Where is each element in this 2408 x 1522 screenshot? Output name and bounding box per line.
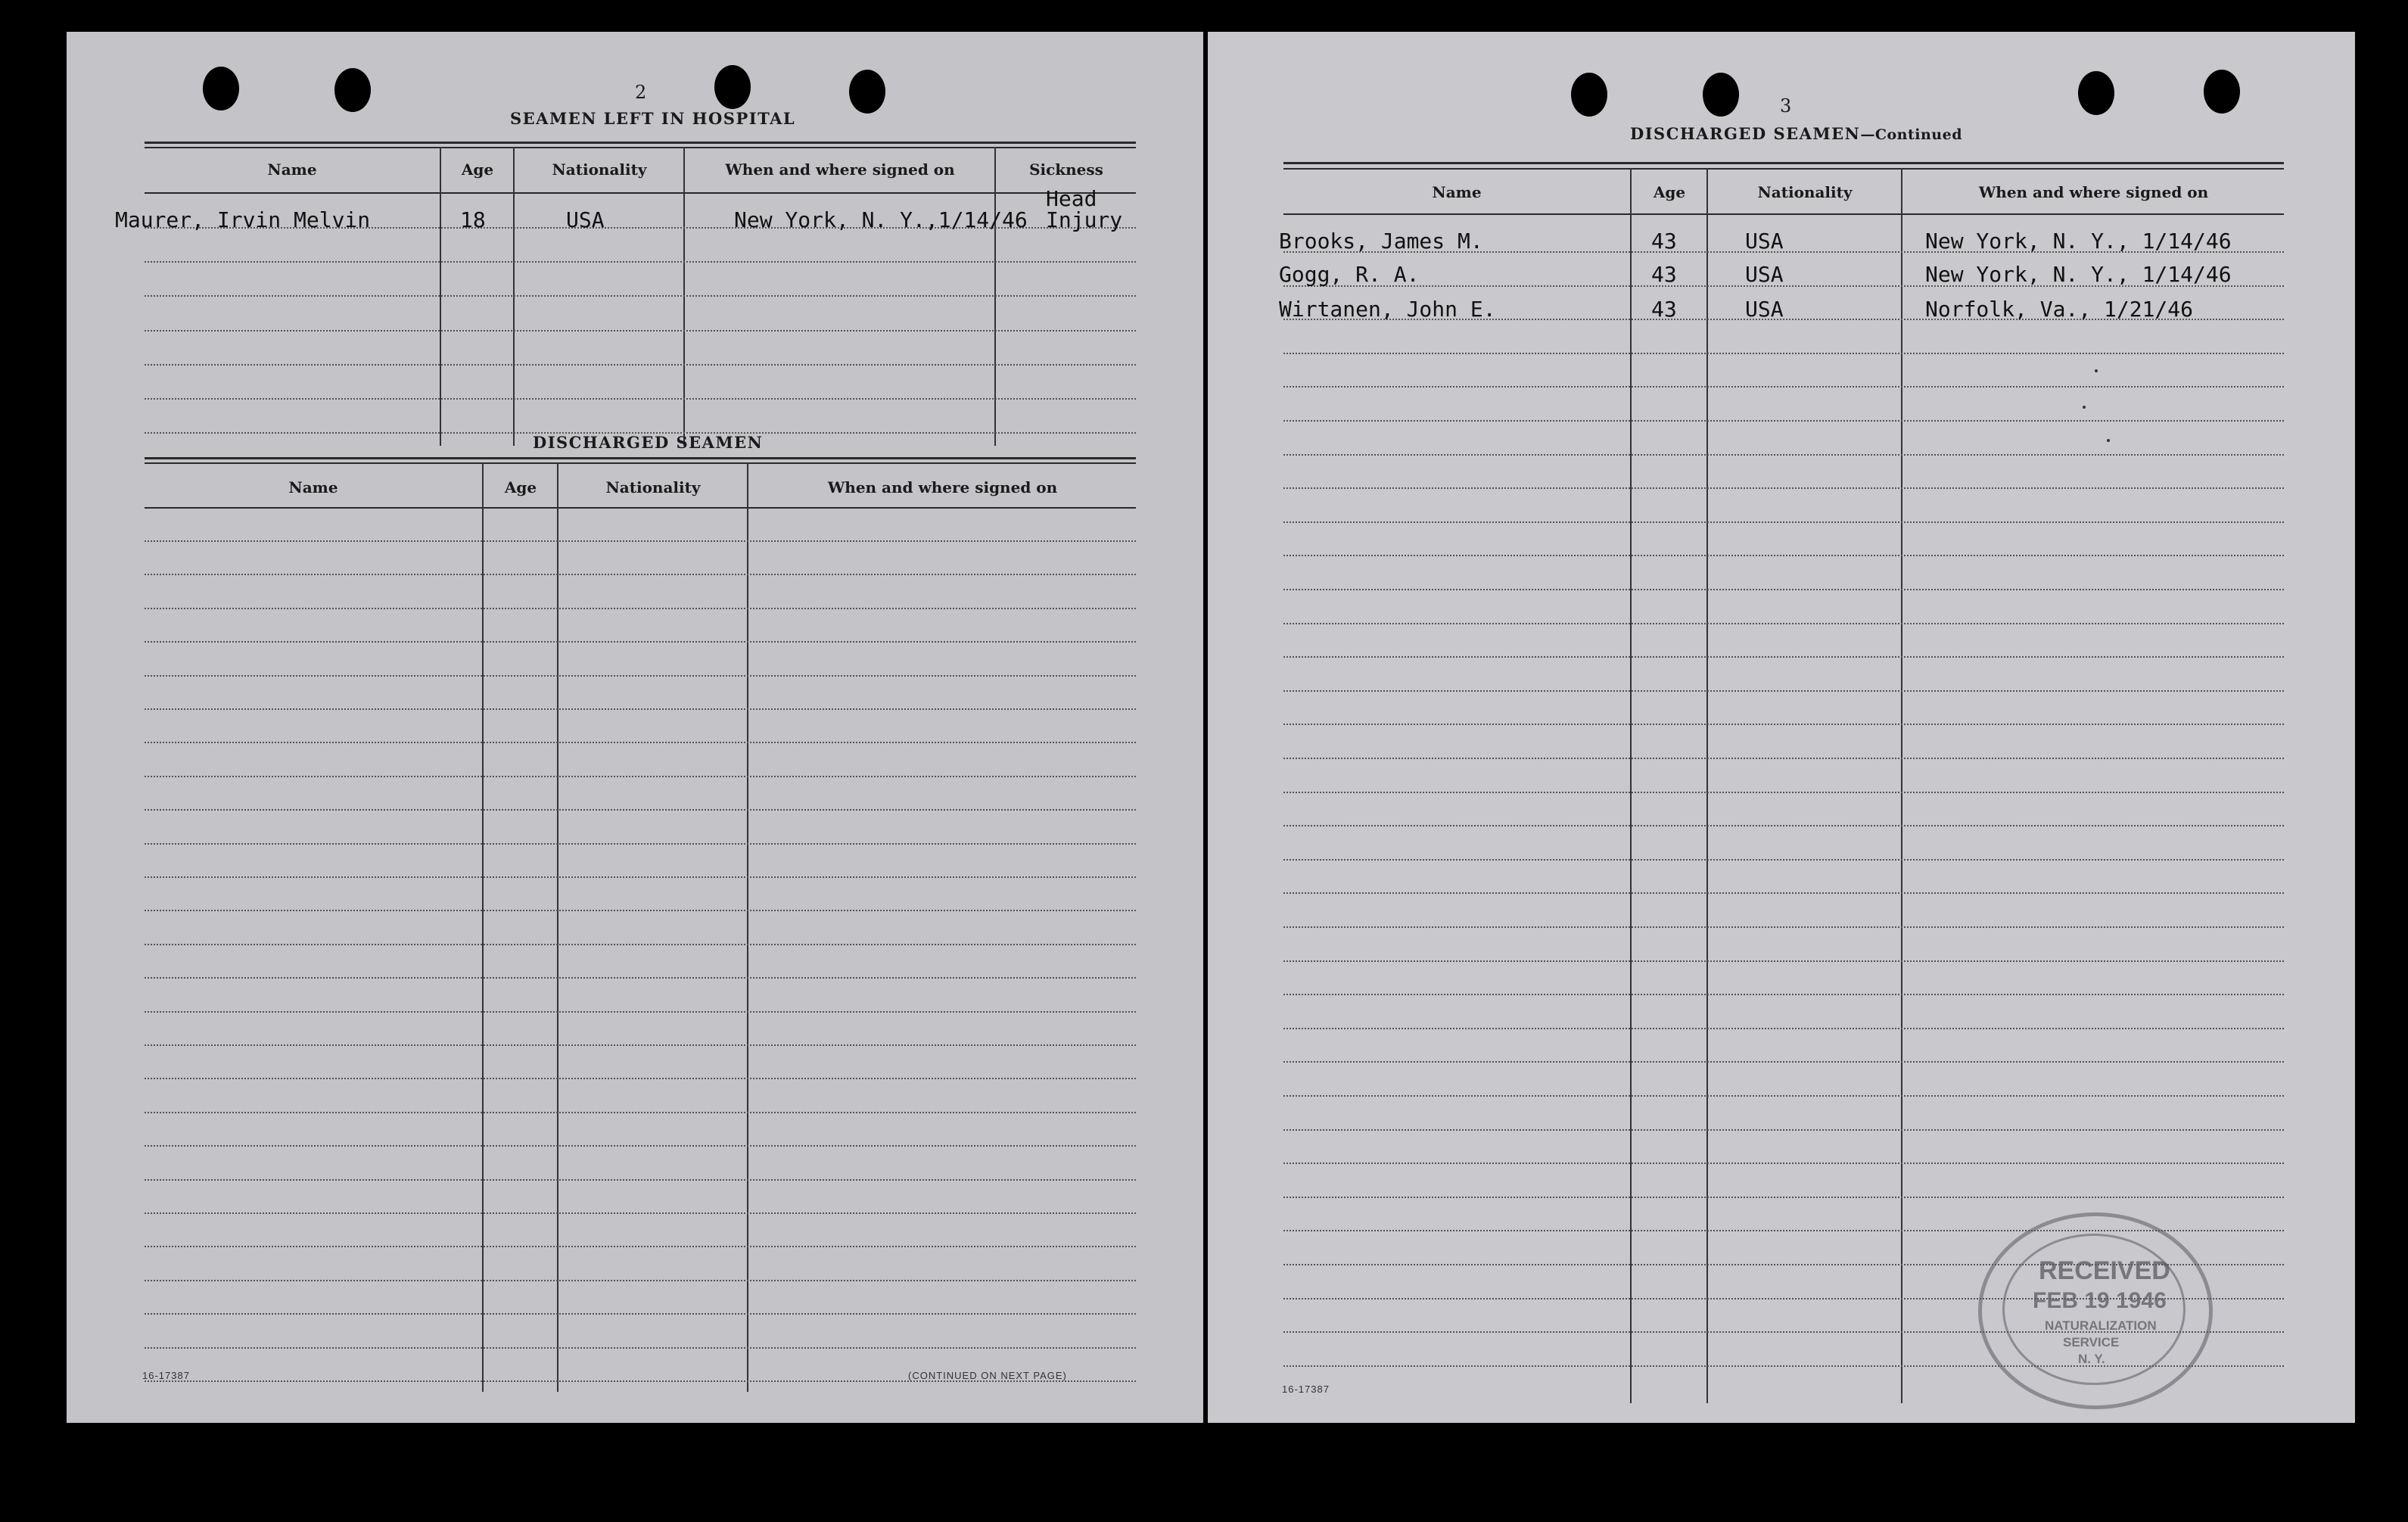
punch-hole: [2204, 70, 2240, 114]
col-header-age: Age: [1653, 183, 1686, 201]
seaman-signed-on: New York, N. Y., 1/14/46: [1925, 229, 2232, 254]
ruled-line: [1283, 1163, 2284, 1164]
ink-dot: [2095, 369, 2098, 372]
ruled-line: [1283, 792, 2284, 793]
ruled-line: [1283, 1028, 2284, 1029]
ruled-line: [1283, 656, 2284, 658]
ruled-line: [145, 398, 1136, 400]
ruled-line: [145, 295, 1136, 297]
punch-hole: [1571, 73, 1607, 117]
ruled-line: [1283, 1129, 2284, 1131]
ruled-line: [1283, 386, 2284, 388]
seaman-sickness: Injury: [1046, 207, 1123, 232]
ruled-line: [145, 742, 1136, 743]
ruled-line: [145, 776, 1136, 777]
ruled-line: [1283, 454, 2284, 456]
col-header-name: Name: [1432, 183, 1482, 201]
ruled-line: [1283, 926, 2284, 928]
col-header-signed-on: When and where signed on: [827, 478, 1058, 496]
left-page: [67, 32, 1203, 1423]
seaman-nationality: USA: [1745, 229, 1784, 254]
ruled-line: [145, 574, 1136, 575]
ruled-line: [1283, 960, 2284, 962]
col-header-nationality: Nationality: [552, 160, 647, 179]
ruled-line: [145, 330, 1136, 331]
ruled-line: [1283, 521, 2284, 523]
col-header-sickness: Sickness: [1029, 160, 1103, 179]
seaman-signed-on: Norfolk, Va., 1/21/46: [1925, 297, 2194, 322]
right-page: 3 DISCHARGED SEAMEN—Continued Name Age Nationality When and where signed on Brooks, James M. 43 USA New York, N. Y., 1/14/46 Gogg, R. A. 43 USA New York, N. Y., 1/14/46 Wirtanen, John E. 43 USA Norfolk, Va., 1/21/46 RECEIVED FEB 19 1946 NATURALIZATION SERVICE N. Y. 16-17387: [1208, 32, 2355, 1423]
punch-hole: [203, 67, 239, 110]
punch-hole: [334, 68, 371, 112]
ruled-line: [1283, 589, 2284, 590]
ruled-line: [145, 261, 1136, 263]
seaman-nationality: USA: [1745, 297, 1784, 322]
ruled-line: [145, 977, 1136, 979]
page-number: 3: [1780, 95, 1792, 117]
ruled-line: [1283, 353, 2284, 354]
ruled-line: [1283, 758, 2284, 759]
seaman-age: 43: [1651, 297, 1677, 322]
form-number: 16-17387: [142, 1370, 190, 1381]
ruled-line: [145, 944, 1136, 945]
ruled-line: [145, 1280, 1136, 1281]
seaman-sickness: Head: [1046, 186, 1097, 211]
ruled-line: [1283, 892, 2284, 894]
ruled-line: [145, 843, 1136, 845]
punch-hole: [2078, 71, 2114, 115]
ruled-line: [145, 364, 1136, 366]
ruled-line: [145, 1112, 1136, 1113]
seaman-name: Maurer, Irvin Melvin: [115, 207, 371, 232]
ruled-line: [1283, 487, 2284, 489]
ruled-line: [145, 1145, 1136, 1147]
col-header-name: Name: [288, 478, 338, 496]
ruled-line: [145, 540, 1136, 542]
seaman-signed-on: New York, N. Y.,1/14/46: [734, 207, 1028, 232]
seaman-name: Gogg, R. A.: [1279, 262, 1420, 287]
ruled-line: [1283, 724, 2284, 725]
col-header-signed-on: When and where signed on: [1978, 183, 2209, 201]
ruled-line: [145, 809, 1136, 811]
ruled-line: [145, 876, 1136, 878]
page-number: 2: [635, 82, 647, 103]
seaman-name: Brooks, James M.: [1279, 229, 1483, 254]
punch-hole: [849, 70, 885, 114]
ruled-line: [1283, 994, 2284, 995]
ruled-line: [145, 910, 1136, 911]
form-number: 16-17387: [1282, 1383, 1330, 1395]
col-header-signed-on: When and where signed on: [725, 160, 955, 179]
ruled-line: [1283, 1197, 2284, 1198]
discharged-continued-title: DISCHARGED SEAMEN—Continued: [1630, 124, 1962, 143]
ruled-line: [145, 708, 1136, 710]
ruled-line: [145, 1246, 1136, 1247]
seaman-age: 43: [1651, 229, 1677, 254]
ruled-line: [145, 608, 1136, 609]
seaman-signed-on: New York, N. Y., 1/14/46: [1925, 262, 2232, 287]
seaman-name: Wirtanen, John E.: [1279, 297, 1496, 322]
ruled-line: [145, 1044, 1136, 1046]
ruled-line: [145, 1212, 1136, 1214]
col-header-nationality: Nationality: [605, 478, 701, 496]
discharged-title: DISCHARGED SEAMEN: [533, 433, 764, 452]
col-header-age: Age: [504, 478, 537, 496]
ink-dot: [2083, 406, 2086, 409]
punch-hole: [1703, 73, 1739, 117]
ruled-line: [145, 1011, 1136, 1013]
ruled-line: [1283, 1095, 2284, 1097]
ruled-line: [1283, 555, 2284, 556]
continued-note: (CONTINUED ON NEXT PAGE): [908, 1370, 1067, 1381]
col-header-name: Name: [267, 160, 317, 179]
ruled-line: [1283, 1061, 2284, 1063]
ruled-line: [1283, 690, 2284, 692]
ink-dot: [2107, 439, 2110, 442]
seaman-age: 18: [460, 207, 486, 232]
seaman-nationality: USA: [566, 207, 605, 232]
ruled-line: [1283, 859, 2284, 861]
hospital-title: SEAMEN LEFT IN HOSPITAL: [510, 109, 796, 128]
ruled-line: [145, 1179, 1136, 1181]
seaman-nationality: USA: [1745, 262, 1784, 287]
ruled-line: [145, 1347, 1136, 1349]
col-header-nationality: Nationality: [1757, 183, 1853, 201]
ruled-line: [145, 1078, 1136, 1079]
seaman-age: 43: [1651, 262, 1677, 287]
ruled-line: [145, 641, 1136, 643]
ruled-line: [1283, 623, 2284, 624]
ruled-line: [1283, 420, 2284, 422]
ruled-line: [145, 675, 1136, 677]
col-header-age: Age: [461, 160, 494, 179]
ruled-line: [1283, 825, 2284, 826]
ruled-line: [145, 1313, 1136, 1315]
punch-hole: [714, 65, 751, 109]
